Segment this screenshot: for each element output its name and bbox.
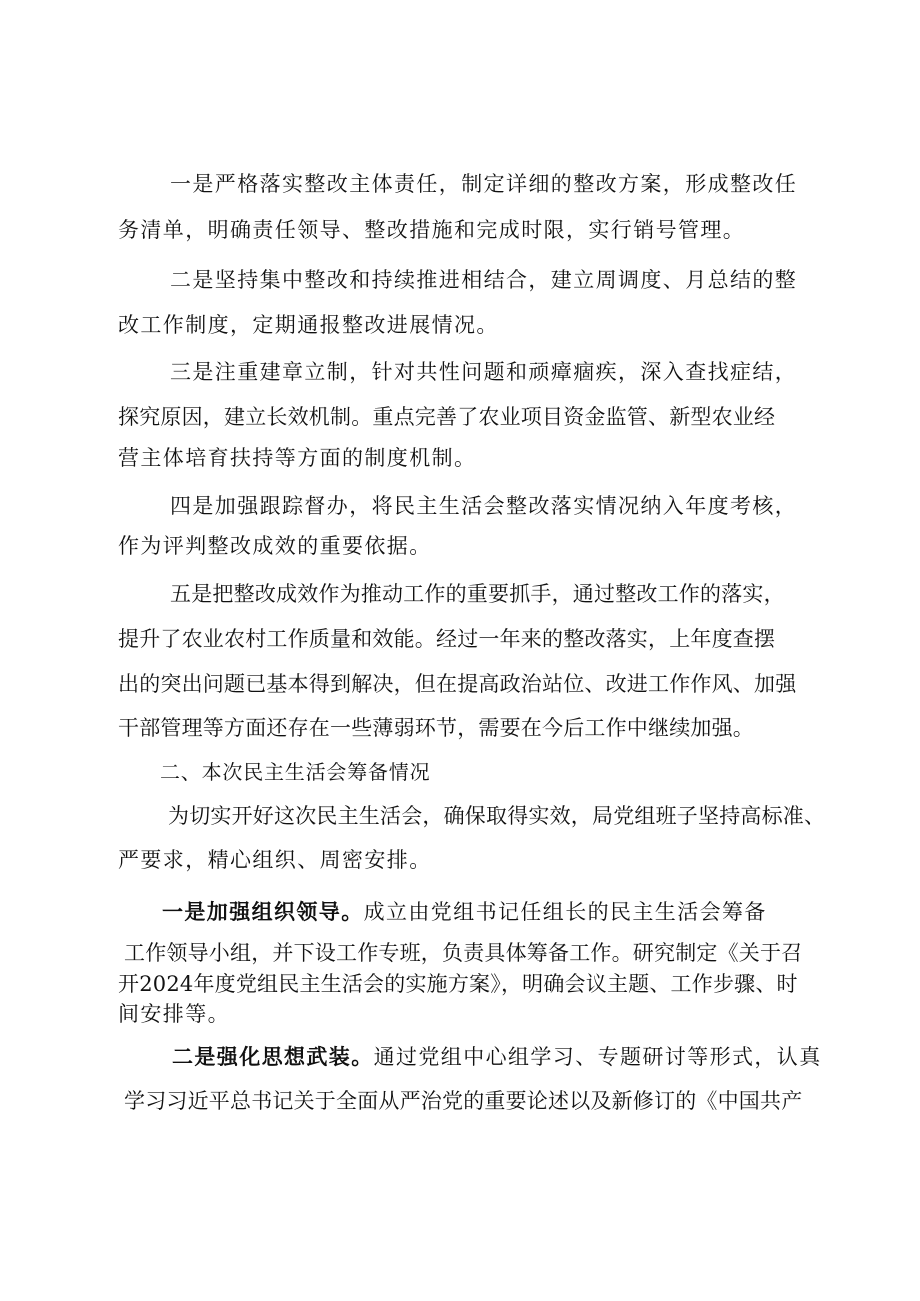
intro-line-2: 严要求，精心组织、周密安排。 [118,848,432,872]
item-1-lead: 一是加强组织领导。 [162,899,364,924]
paragraph-5-line-1: 五是把整改成效作为推动工作的重要抓手，通过整改工作的落实， [170,582,785,606]
paragraph-1-line-1: 一是严格落实整改主体责任，制定详细的整改方案，形成整改任 [170,172,798,196]
paragraph-3-line-1: 三是注重建章立制，针对共性问题和顽瘴痼疾，深入查找症结， [170,360,798,384]
intro-line-1: 为切实开好这次民主生活会，确保取得实效，局党组班子坚持高标准、 [168,804,826,828]
item-1-line-4: 间安排等。 [118,1002,230,1026]
item-2-lead: 二是强化思想武装。 [172,1044,374,1069]
paragraph-3-line-2: 探究原因，建立长效机制。重点完善了农业项目资金监管、新型农业经 [118,405,776,429]
paragraph-5-line-3: 出的突出问题已基本得到解决，但在提高政治站位、改进工作作风、加强 [118,672,797,696]
paragraph-4-line-1: 四是加强跟踪督办，将民主生活会整改落实情况纳入年度考核， [170,494,798,518]
paragraph-1-line-2: 务清单，明确责任领导、整改措施和完成时限，实行销号管理。 [118,218,746,242]
item-2-first-rest: 通过党组中心组学习、专题研讨等形式，认真 [373,1045,822,1069]
paragraph-3-line-3: 营主体培育扶持等方面的制度机制。 [118,446,477,470]
item-1-first-rest: 成立由党组书记任组长的民主生活会筹备 [363,900,767,924]
paragraph-2-line-1: 二是坚持集中整改和持续推进相结合，建立周调度、月总结的整 [170,268,798,292]
item-1-line-2: 工作领导小组，并下设工作专班，负责具体筹备工作。研究制定《关于召 [124,941,803,965]
paragraph-2-line-2: 改工作制度，定期通报整改进展情况。 [118,313,499,337]
item-1-line-3: 开2024年度党组民主生活会的实施方案》，明确会议主题、工作步骤、时 [118,972,798,996]
item-1-line-1 [162,898,767,926]
item-2-line-1 [172,1043,822,1071]
item-2-line-2: 学习习近平总书记关于全面从严治党的重要论述以及新修订的《中国共产 [124,1089,803,1113]
paragraph-4-line-2: 作为评判整改成效的重要依据。 [118,534,432,558]
section-heading: 二、本次民主生活会筹备情况 [160,760,431,784]
paragraph-5-line-4: 干部管理等方面还存在一些薄弱环节，需要在今后工作中继续加强。 [118,716,754,740]
paragraph-5-line-2: 提升了农业农村工作质量和效能。经过一年来的整改落实，上年度查摆 [118,627,776,651]
